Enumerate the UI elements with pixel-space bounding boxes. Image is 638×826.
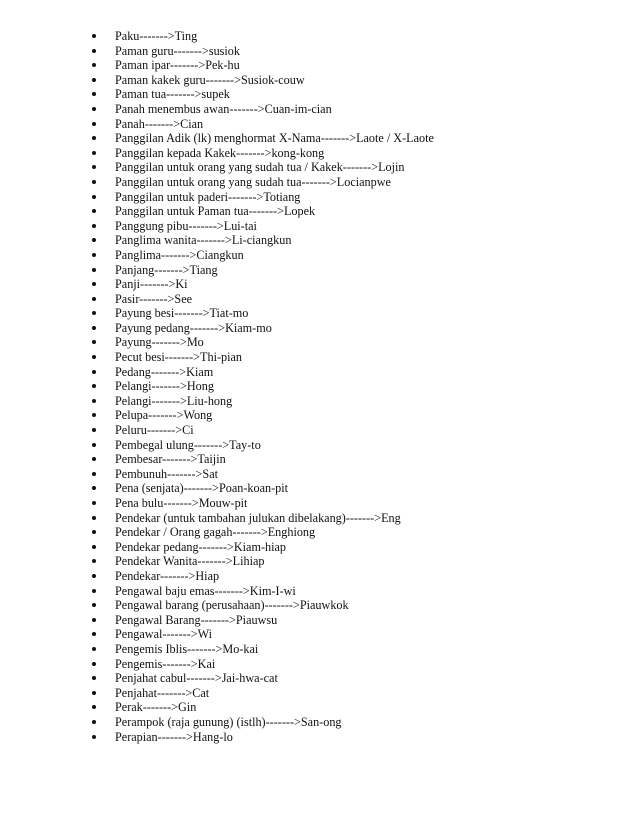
bullet-icon (92, 399, 96, 403)
list-item (92, 613, 612, 628)
list-item (92, 423, 612, 438)
list-item (92, 292, 612, 307)
list-item-text: Panggilan untuk paderi------->Totiang (115, 189, 301, 204)
list-item (92, 627, 612, 642)
list-item-text: Perak------->Gin (115, 700, 197, 715)
list-item (92, 29, 612, 44)
bullet-icon (92, 268, 96, 272)
list-item-text: Panggilan untuk orang yang sudah tua------->Locianpwe (115, 174, 391, 189)
list-item (92, 175, 612, 190)
bullet-icon (92, 516, 96, 520)
list-item (92, 511, 612, 526)
bullet-icon (92, 238, 96, 242)
list-item (92, 146, 612, 161)
list-item (92, 452, 612, 467)
list-item-text: Panglima wanita------->Li-ciangkun (115, 233, 292, 248)
list-item (92, 335, 612, 350)
list-item (92, 321, 612, 336)
list-item-text: Pendekar------->Hiap (115, 568, 220, 583)
bullet-icon (92, 92, 96, 96)
list-item-text: Pelangi------->Hong (115, 379, 214, 394)
list-item (92, 642, 612, 657)
list-item-text: Perapian------->Hang-lo (115, 729, 233, 744)
list-item-text: Panggilan untuk orang yang sudah tua / Kakek------->Lojin (115, 160, 405, 175)
bullet-icon (92, 384, 96, 388)
bullet-icon (92, 297, 96, 301)
list-item-text: Pendekar (untuk tambahan julukan dibelakang)------->Eng (115, 510, 401, 525)
bullet-icon (92, 49, 96, 53)
list-item-text: Panggung pibu------->Lui-tai (115, 218, 257, 233)
bullet-icon (92, 151, 96, 155)
list-item (92, 277, 612, 292)
list-item-text: Panah------->Cian (115, 116, 204, 131)
list-item (92, 102, 612, 117)
list-item (92, 58, 612, 73)
bullet-icon (92, 632, 96, 636)
list-item-text: Paman tua------->supek (115, 87, 230, 102)
list-item (92, 715, 612, 730)
bullet-icon (92, 253, 96, 257)
bullet-icon (92, 486, 96, 490)
list-item (92, 540, 612, 555)
list-item (92, 350, 612, 365)
list-item (92, 569, 612, 584)
bullet-icon (92, 34, 96, 38)
bullet-icon (92, 78, 96, 82)
bullet-icon (92, 63, 96, 67)
bullet-icon (92, 122, 96, 126)
list-item-text: Pengawal------->Wi (115, 627, 213, 642)
list-item-text: Panjang------->Tiang (115, 262, 218, 277)
list-item (92, 657, 612, 672)
list-item-text: Pengawal baju emas------->Kim-I-wi (115, 583, 296, 598)
list-item (92, 131, 612, 146)
bullet-icon (92, 457, 96, 461)
list-item-text: Panggilan Adik (lk) menghormat X-Nama------->Laote / X-Laote (115, 131, 434, 146)
list-item-text: Pelupa------->Wong (115, 408, 213, 423)
bullet-icon (92, 355, 96, 359)
list-item (92, 365, 612, 380)
list-item-text: Pembesar------->Taijin (115, 452, 226, 467)
list-item-text: Pengawal barang (perusahaan)------->Piauwkok (115, 598, 349, 613)
bullet-icon (92, 603, 96, 607)
list-item-text: Payung------->Mo (115, 335, 204, 350)
list-item (92, 160, 612, 175)
bullet-icon (92, 180, 96, 184)
list-item-text: Pedang------->Kiam (115, 364, 214, 379)
list-item (92, 219, 612, 234)
list-item-text: Pengawal Barang------->Piauwsu (115, 612, 278, 627)
bullet-icon (92, 472, 96, 476)
glossary-list (92, 29, 612, 744)
list-item (92, 598, 612, 613)
bullet-icon (92, 413, 96, 417)
bullet-icon (92, 340, 96, 344)
list-item (92, 306, 612, 321)
list-item (92, 481, 612, 496)
bullet-icon (92, 107, 96, 111)
list-item-text: Penjahat------->Cat (115, 685, 210, 700)
list-item (92, 204, 612, 219)
bullet-icon (92, 195, 96, 199)
list-item-text: Peluru------->Ci (115, 423, 194, 438)
list-item (92, 73, 612, 88)
bullet-icon (92, 589, 96, 593)
bullet-icon (92, 705, 96, 709)
list-item-text: Pasir------->See (115, 291, 193, 306)
bullet-icon (92, 662, 96, 666)
list-item-text: Pendekar pedang------->Kiam-hiap (115, 539, 286, 554)
list-item-text: Pengemis------->Kai (115, 656, 216, 671)
list-item-text: Paman ipar------->Pek-hu (115, 58, 240, 73)
list-item-text: Paman guru------->susiok (115, 43, 240, 58)
list-item (92, 496, 612, 511)
bullet-icon (92, 428, 96, 432)
list-item-text: Panah menembus awan------->Cuan-im-cian (115, 101, 332, 116)
bullet-icon (92, 165, 96, 169)
bullet-icon (92, 443, 96, 447)
list-item (92, 438, 612, 453)
bullet-icon (92, 691, 96, 695)
list-item (92, 686, 612, 701)
list-item (92, 87, 612, 102)
bullet-icon (92, 209, 96, 213)
list-item-text: Payung pedang------->Kiam-mo (115, 320, 272, 335)
bullet-icon (92, 735, 96, 739)
bullet-icon (92, 224, 96, 228)
list-item-text: Pendekar Wanita------->Lihiap (115, 554, 265, 569)
bullet-icon (92, 545, 96, 549)
bullet-icon (92, 574, 96, 578)
bullet-icon (92, 370, 96, 374)
bullet-icon (92, 311, 96, 315)
list-item (92, 379, 612, 394)
bullet-icon (92, 647, 96, 651)
bullet-icon (92, 136, 96, 140)
list-item (92, 671, 612, 686)
list-item (92, 394, 612, 409)
list-item-text: Pengemis Iblis------->Mo-kai (115, 641, 259, 656)
list-item (92, 554, 612, 569)
list-item-text: Panglima------->Ciangkun (115, 247, 244, 262)
list-item (92, 584, 612, 599)
list-item-text: Perampok (raja gunung) (istlh)------->San-ong (115, 714, 342, 729)
list-item (92, 408, 612, 423)
list-item (92, 263, 612, 278)
list-item-text: Panggilan kepada Kakek------->kong-kong (115, 145, 325, 160)
list-item-text: Pena bulu------->Mouw-pit (115, 496, 248, 510)
list-item (92, 117, 612, 132)
bullet-icon (92, 720, 96, 724)
list-item-text: Pembunuh------->Sat (115, 466, 218, 481)
list-item (92, 525, 612, 540)
bullet-icon (92, 530, 96, 534)
bullet-icon (92, 618, 96, 622)
list-item-text: Paman kakek guru------->Susiok-couw (115, 72, 305, 87)
list-item-text: Penjahat cabul------->Jai-hwa-cat (115, 671, 278, 686)
bullet-icon (92, 282, 96, 286)
list-item-text: Panji------->Ki (115, 277, 188, 292)
list-item-text: Pembegal ulung------->Tay-to (115, 437, 261, 452)
list-item (92, 233, 612, 248)
list-item-text: Pendekar / Orang gagah------->Enghiong (115, 525, 316, 540)
list-item-text: Panggilan untuk Paman tua------->Lopek (115, 204, 316, 219)
bullet-icon (92, 326, 96, 330)
bullet-icon (92, 559, 96, 563)
list-item (92, 730, 612, 745)
list-item (92, 467, 612, 482)
list-item (92, 248, 612, 263)
list-item-text: Paku------->Ting (115, 29, 198, 43)
list-item (92, 700, 612, 715)
list-item (92, 44, 612, 59)
bullet-icon (92, 501, 96, 505)
list-item (92, 190, 612, 205)
bullet-icon (92, 676, 96, 680)
list-item-text: Pena (senjata)------->Poan-koan-pit (115, 481, 289, 496)
list-item-text: Pelangi------->Liu-hong (115, 393, 233, 408)
list-item-text: Pecut besi------->Thi-pian (115, 350, 243, 365)
list-item-text: Payung besi------->Tiat-mo (115, 306, 249, 321)
